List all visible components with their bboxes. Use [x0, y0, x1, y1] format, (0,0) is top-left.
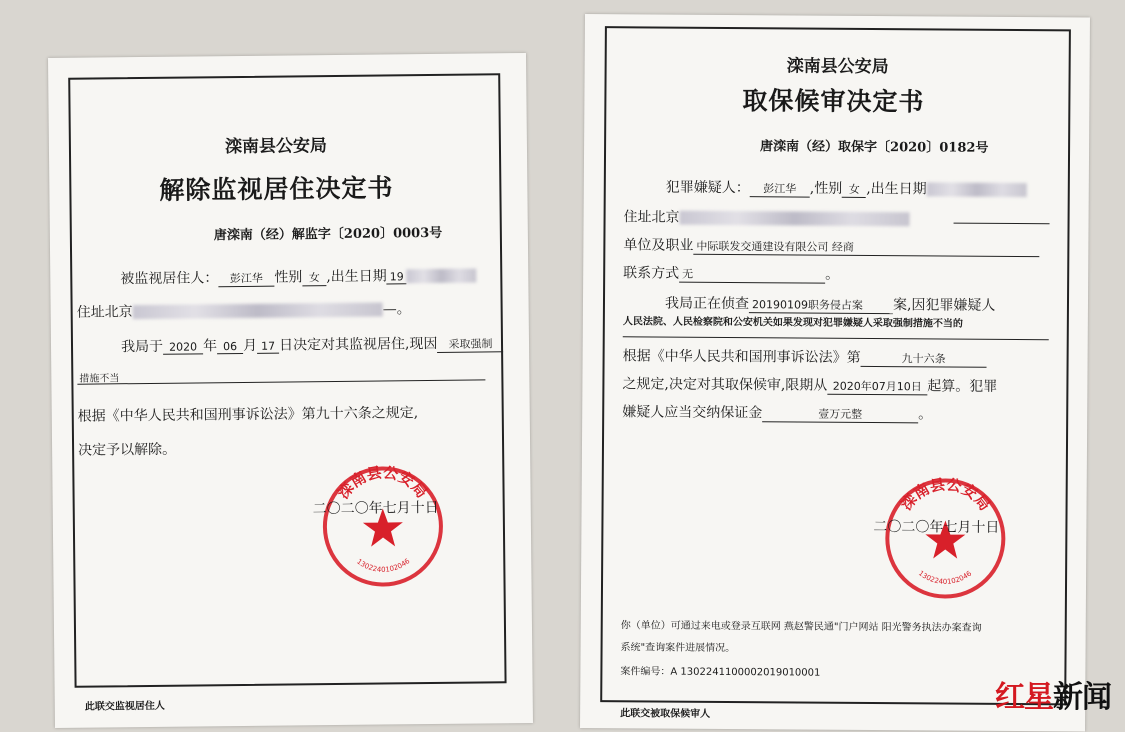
- left-official-seal: [318, 462, 447, 591]
- right-line-investigation: [665, 293, 996, 315]
- right-suspect-name: 彭江华: [750, 180, 810, 197]
- right-notice-line2: 系统"查询案件进展情况。: [620, 642, 736, 655]
- right-document: [580, 14, 1090, 732]
- watermark-red-text: 红星: [995, 680, 1053, 715]
- left-gender-label: 性别: [274, 269, 303, 286]
- left-line-address: 住址北京 —。: [76, 301, 411, 321]
- right-period-date: 2020年07月10日: [827, 378, 927, 396]
- right-issue-date: 二〇二〇年七月十日: [873, 519, 1000, 536]
- right-gender-label: 性别: [814, 180, 843, 197]
- right-address-start: 北京: [651, 209, 680, 226]
- left-reason: 采取强制: [437, 335, 503, 353]
- left-year-suffix: 年: [202, 338, 218, 355]
- left-seal-number: 1302240102046: [355, 557, 412, 574]
- left-address-start: 北京: [104, 304, 133, 321]
- right-address-label: 住址: [623, 209, 652, 226]
- right-bureau-name: 滦南县公安局: [786, 56, 889, 78]
- watermark-black-text: 新闻: [1053, 680, 1111, 715]
- right-period-suffix: 起算。犯罪: [927, 378, 998, 395]
- left-footer: 此联交监视居住人: [84, 700, 165, 713]
- right-birth-redaction: [927, 182, 1027, 197]
- left-line-law: 根据《中华人民共和国刑事诉讼法》第九十六条之规定,: [77, 405, 419, 425]
- right-address-redaction: [680, 211, 910, 227]
- left-gender: 女: [302, 269, 326, 286]
- left-decision-prefix: 我局于: [120, 338, 164, 356]
- right-seal-text: 滦南县公安局: [897, 475, 995, 515]
- right-line-employer: [623, 234, 1039, 257]
- left-decision-month: 06: [217, 340, 243, 354]
- right-line-notice-courts: 人民法院、人民检察院和公安机关如果发现对犯罪嫌疑人采取强制措施不当的: [622, 316, 963, 330]
- left-line-subject: 被监视居住人： 彭江华 性别 女 ,出生日期 19: [120, 265, 477, 289]
- right-birth-label: 出生日期: [870, 180, 927, 198]
- right-document-number: 唐滦南（经）取保字〔2020〕0182号: [760, 139, 989, 156]
- right-line-suspect: 犯罪嫌疑人： 彭江华 ,性别 女 ,出生日期: [666, 177, 1027, 200]
- right-line-law: [623, 345, 987, 368]
- left-line-release: 决定予以解除。: [78, 441, 177, 459]
- right-investigation-prefix: 我局正在侦查: [664, 295, 750, 313]
- right-case-name: 20190109职务侵占案: [749, 296, 893, 314]
- right-line-contact: 联系方式 无 。: [623, 265, 840, 283]
- right-official-seal: [881, 474, 1010, 603]
- left-decision-day: 17: [257, 340, 279, 354]
- right-bail-amount: 壹万元整: [762, 405, 918, 423]
- left-line-decision: [121, 332, 504, 356]
- left-document-number: 唐滦南（经）解监字〔2020〕0003号: [213, 225, 443, 244]
- right-suspect-label: 犯罪嫌疑人：: [665, 179, 750, 197]
- right-gender: 女: [842, 181, 866, 198]
- left-address-redaction: [133, 303, 383, 320]
- right-footer: 此联交被取保候审人: [620, 708, 711, 720]
- right-document-title: 取保候审决定书: [742, 86, 925, 117]
- right-case-number: 案件编号：A 1302241100002019010001: [620, 666, 821, 679]
- left-issue-date: 二〇二〇年七月十日: [312, 499, 439, 518]
- left-bureau-name: 滦南县公安局: [224, 136, 328, 158]
- left-month-suffix: 月: [242, 337, 258, 354]
- left-seal-text: 滦南县公安局: [334, 463, 431, 503]
- right-seal-number: 1302240102046: [916, 569, 974, 586]
- right-law-text: 根据《中华人民共和国刑事诉讼法》第: [622, 348, 861, 366]
- right-investigation-suffix: 案,因犯罪嫌疑人: [892, 297, 996, 314]
- left-address-label: 住址: [76, 304, 105, 321]
- watermark-logo: [995, 672, 1111, 716]
- left-birth-label: 出生日期: [330, 268, 387, 286]
- right-line-address: [624, 206, 910, 228]
- left-subject-name: 彭江华: [218, 270, 274, 288]
- left-birth-redaction: [407, 269, 477, 284]
- right-law-article: 九十六条: [861, 350, 987, 368]
- right-line-bail: 嫌疑人应当交纳保证金 壹万元整 。: [622, 404, 933, 423]
- left-document: [48, 53, 533, 728]
- right-contact-label: 联系方式: [623, 265, 680, 282]
- right-period-prefix: 之规定,决定对其取保候审,限期从: [622, 376, 828, 394]
- left-document-title: 解除监视居住决定书: [159, 173, 394, 205]
- right-line-period: [622, 373, 997, 396]
- right-notice-line1: 你（单位）可通过来电或登录互联网 燕赵警民通"门户网站 阳光警务执法办案查询: [620, 620, 982, 634]
- left-decision-year: 2020: [163, 340, 203, 354]
- left-birth-start: 19: [387, 270, 407, 284]
- right-bail-prefix: 嫌疑人应当交纳保证金: [622, 404, 763, 422]
- right-employer-label: 单位及职业: [623, 237, 694, 254]
- left-subject-label: 被监视居住人：: [120, 270, 219, 288]
- left-reason-continued: 措施不当: [79, 373, 120, 385]
- right-contact-value: 无: [679, 266, 825, 284]
- right-employer-value: 中际联发交通建设有限公司 经商: [693, 238, 1039, 257]
- left-decision-text: 日决定对其监视居住,现因: [278, 335, 438, 354]
